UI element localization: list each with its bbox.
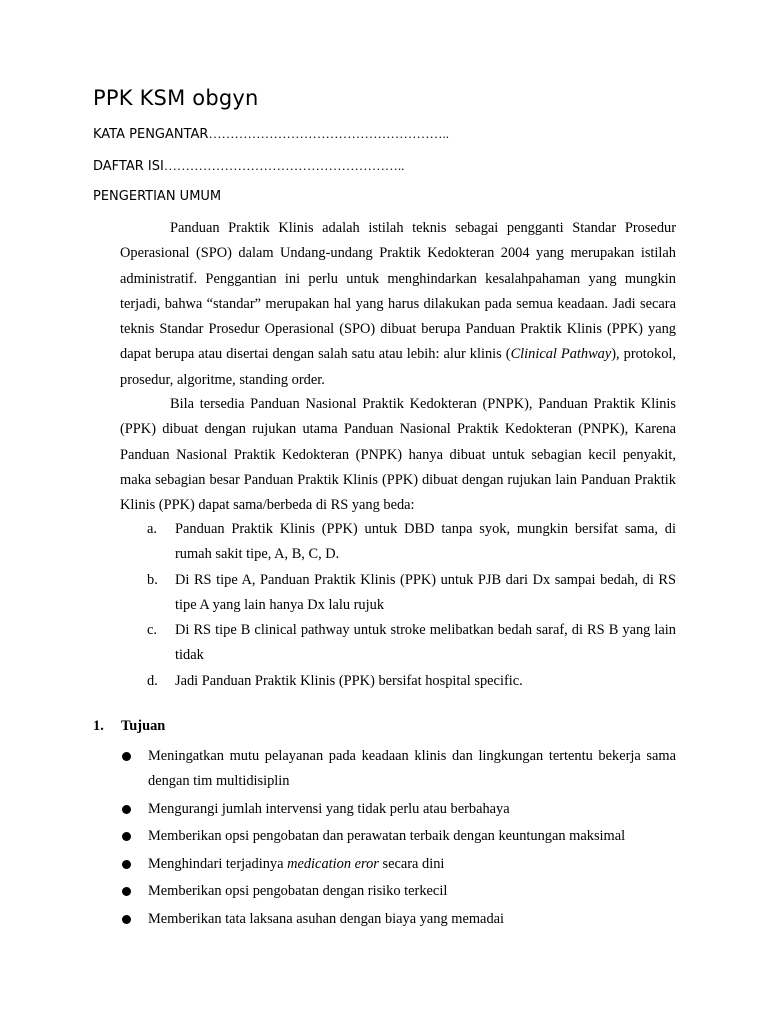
page-title: PPK KSM obgyn — [93, 86, 259, 110]
list-marker: d. — [147, 672, 158, 689]
list-item — [120, 568, 676, 619]
list-item — [120, 879, 676, 904]
bullet-icon — [122, 752, 131, 761]
paragraph-pengertian-1-text-b: ), protokol, prosedur, algoritme, standing order. — [120, 346, 676, 388]
paragraph-pengertian-2: Bila tersedia Panduan Nasional Praktik Kedokteran (PNPK), Panduan Praktik Klinis (PPK) dibuat dengan rujukan utama Panduan Nasional Praktik Kedokteran (PNPK), Karena Panduan Nasional Praktik Kedokteran (PNPK) hanya dibuat untuk sebagian kecil penyakit, maka sebagian besar Panduan Praktik Klinis (PPK) dibuat dengan rujukan lain Panduan Praktik Klinis (PPK) dapat sama/berbeda di RS yang beda: — [120, 396, 676, 514]
list-marker: a. — [147, 521, 157, 537]
list-item-text: Panduan Praktik Klinis (PPK) untuk DBD tanpa syok, mungkin bersifat sama, di rumah sakit tipe, A, B, C, D. — [175, 521, 676, 563]
toc-daftar-isi-dots: ……………………………………………….. — [163, 158, 405, 173]
toc-daftar-isi — [93, 158, 404, 174]
list-item-text-b: secara dini — [378, 855, 445, 872]
bullet-icon — [122, 887, 131, 896]
toc-kata-pengantar-label: KATA PENGANTAR — [93, 127, 209, 142]
list-item-text: Meningatkan mutu pelayanan pada keadaan klinis dan lingkungan tertentu bekerja sama dengan tim multidisiplin — [148, 748, 676, 790]
bullet-icon — [122, 832, 131, 841]
list-marker: c. — [147, 622, 157, 639]
list-item — [120, 797, 676, 822]
section-number: 1. — [93, 718, 104, 734]
rs-type-list — [120, 517, 676, 694]
list-item-text-a: Menghindari terjadinya — [148, 855, 288, 872]
list-item-text: Di RS tipe B clinical pathway untuk stroke melibatkan bedah saraf, di RS B yang lain tidak — [175, 622, 676, 664]
list-item-text — [148, 856, 444, 872]
medication-eror-term: medication eror — [287, 855, 379, 872]
bullet-icon — [122, 915, 131, 924]
list-item-text: Jadi Panduan Praktik Klinis (PPK) bersifat hospital specific. — [175, 672, 523, 689]
section-heading-tujuan — [93, 718, 165, 735]
list-item — [120, 669, 676, 694]
list-item — [120, 517, 676, 568]
list-item — [120, 744, 676, 795]
list-item-text: Di RS tipe A, Panduan Praktik Klinis (PPK) untuk PJB dari Dx sampai bedah, di RS tipe A yang lain hanya Dx lalu rujuk — [175, 571, 676, 613]
tujuan-bullet-list — [120, 744, 676, 934]
list-item-text: Mengurangi jumlah intervensi yang tidak perlu atau berbahaya — [148, 800, 510, 817]
toc-daftar-isi-label: DAFTAR ISI — [93, 159, 164, 174]
list-item — [120, 852, 676, 877]
paragraph-pengertian-1 — [120, 216, 676, 393]
list-item — [120, 618, 676, 669]
list-item-text: Memberikan opsi pengobatan dan perawatan terbaik dengan keuntungan maksimal — [148, 828, 626, 845]
toc-kata-pengantar — [93, 126, 449, 142]
list-item-text: Memberikan tata laksana asuhan dengan biaya yang memadai — [148, 910, 505, 927]
bullet-icon — [122, 805, 131, 814]
clinical-pathway-term: Clinical Pathway — [510, 346, 612, 363]
section-heading-pengertian-umum: PENGERTIAN UMUM — [93, 189, 222, 204]
list-item — [120, 824, 676, 849]
list-marker: b. — [147, 571, 158, 588]
bullet-icon — [122, 860, 131, 869]
toc-kata-pengantar-dots: ……………………………………………….. — [208, 126, 449, 141]
section-title: Tujuan — [121, 718, 166, 734]
list-item — [120, 907, 676, 932]
paragraph-pengertian-1-text-a: Panduan Praktik Klinis adalah istilah teknis sebagai pengganti Standar Prosedur Operasional (SPO) dalam Undang-undang Praktik Kedokteran 2004 yang merupakan istilah administratif. Penggantian ini perlu untuk menghindarkan kesalahpahaman yang mungkin terjadi, bahwa “standar” merupakan hal yang harus dilakukan pada semua keadaan. Jadi secara teknis Standar Prosedur Operasional (SPO) dibuat berupa Panduan Praktik Klinis (PPK) yang dapat berupa atau disertai dengan salah satu atau lebih: alur klinis ( — [120, 220, 676, 363]
list-item-text: Memberikan opsi pengobatan dengan risiko terkecil — [148, 883, 448, 900]
